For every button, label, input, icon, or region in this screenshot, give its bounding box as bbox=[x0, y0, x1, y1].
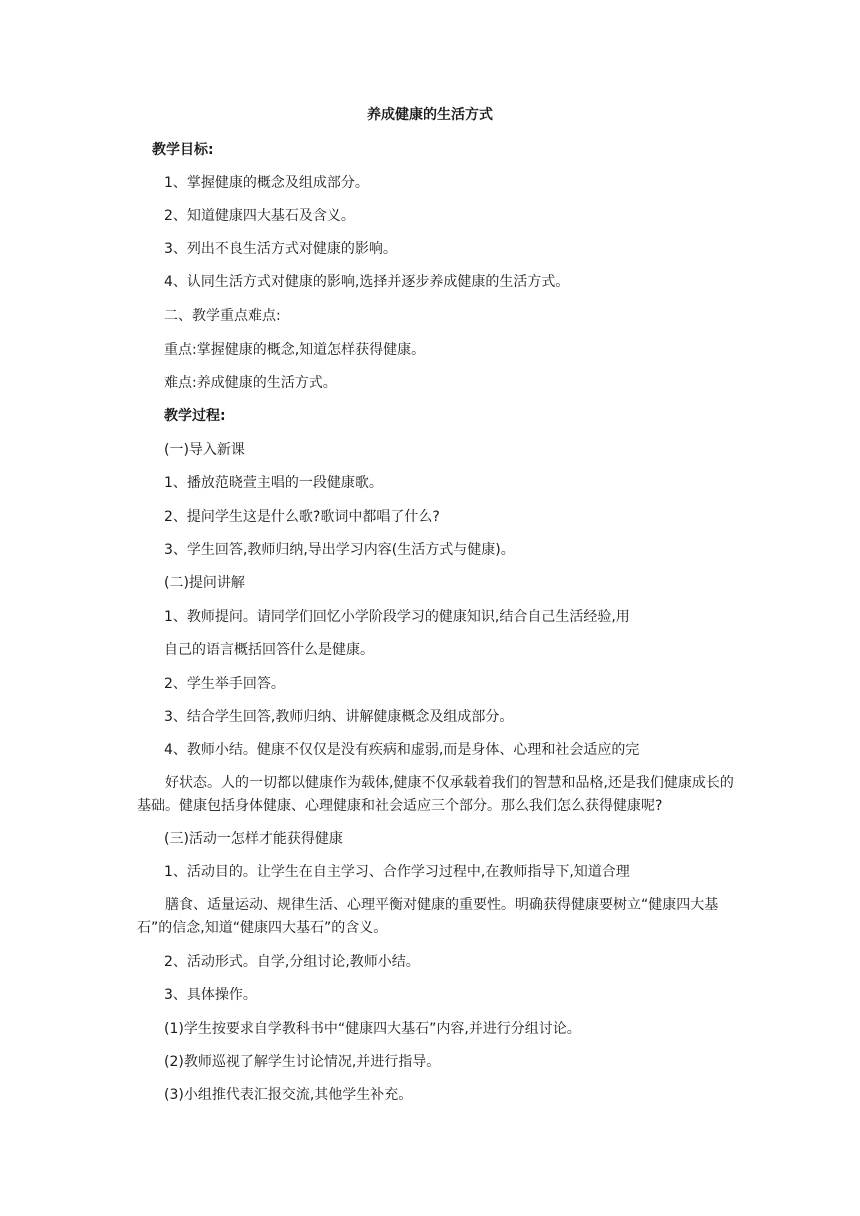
process-item: 2、提问学生这是什么歌?歌词中都唱了什么? bbox=[164, 509, 440, 525]
key-point-text: 重点:掌握健康的概念,知道怎样获得健康。 bbox=[164, 342, 426, 358]
process-item: 3、结合学生回答,教师归纳、讲解健康概念及组成部分。 bbox=[164, 709, 514, 725]
subsection-heading: (一)导入新课 bbox=[164, 442, 245, 458]
objective-item: 3、列出不良生活方式对健康的影响。 bbox=[164, 241, 397, 257]
process-item: 1、教师提问。请同学们回忆小学阶段学习的健康知识,结合自己生活经验,用 bbox=[164, 609, 630, 625]
process-item-continuation: 自己的语言概括回答什么是健康。 bbox=[164, 642, 374, 658]
section-heading-objectives: 教学目标: bbox=[152, 142, 214, 158]
activity-item: 2、活动形式。自学,分组讨论,教师小结。 bbox=[164, 954, 420, 970]
activity-item: 1、活动目的。让学生在自主学习、合作学习过程中,在教师指导下,知道合理 bbox=[164, 864, 630, 880]
process-item: 4、教师小结。健康不仅仅是没有疾病和虚弱,而是身体、心理和社会适应的完 bbox=[164, 742, 640, 758]
activity-paragraph: 膳食、适量运动、规律生活、心理平衡对健康的重要性。明确获得健康要树立“健康四大基石”的信念,知道“健康四大基石”的含义。 bbox=[137, 897, 719, 936]
activity-step: (3)小组推代表汇报交流,其他学生补充。 bbox=[164, 1087, 413, 1103]
activity-step: (1)学生按要求自学教科书中“健康四大基石”内容,并进行分组讨论。 bbox=[164, 1021, 581, 1037]
objective-item: 1、掌握健康的概念及组成部分。 bbox=[164, 175, 369, 191]
activity-step: (2)教师巡视了解学生讨论情况,并进行指导。 bbox=[164, 1054, 441, 1070]
process-item: 2、学生举手回答。 bbox=[164, 676, 285, 692]
subsection-heading: (二)提问讲解 bbox=[164, 575, 245, 591]
objective-item: 2、知道健康四大基石及含义。 bbox=[164, 208, 355, 224]
summary-paragraph: 好状态。人的一切都以健康作为载体,健康不仅承载着我们的智慧和品格,还是我们健康成长的基础。健康包括身体健康、心理健康和社会适应三个部分。那么我们怎么获得健康呢? bbox=[137, 775, 734, 814]
difficult-point-text: 难点:养成健康的生活方式。 bbox=[164, 375, 337, 391]
objective-item: 4、认同生活方式对健康的影响,选择并逐步养成健康的生活方式。 bbox=[164, 274, 570, 290]
process-item: 1、播放范晓萱主唱的一段健康歌。 bbox=[164, 475, 383, 491]
document-title: 养成健康的生活方式 bbox=[367, 107, 493, 123]
subsection-heading: (三)活动一怎样才能获得健康 bbox=[164, 831, 343, 847]
process-item: 3、学生回答,教师归纳,导出学习内容(生活方式与健康)。 bbox=[164, 542, 515, 558]
section-heading-process: 教学过程: bbox=[164, 408, 226, 424]
activity-item: 3、具体操作。 bbox=[164, 987, 257, 1003]
section-heading-key-points: 二、教学重点难点: bbox=[164, 308, 281, 324]
